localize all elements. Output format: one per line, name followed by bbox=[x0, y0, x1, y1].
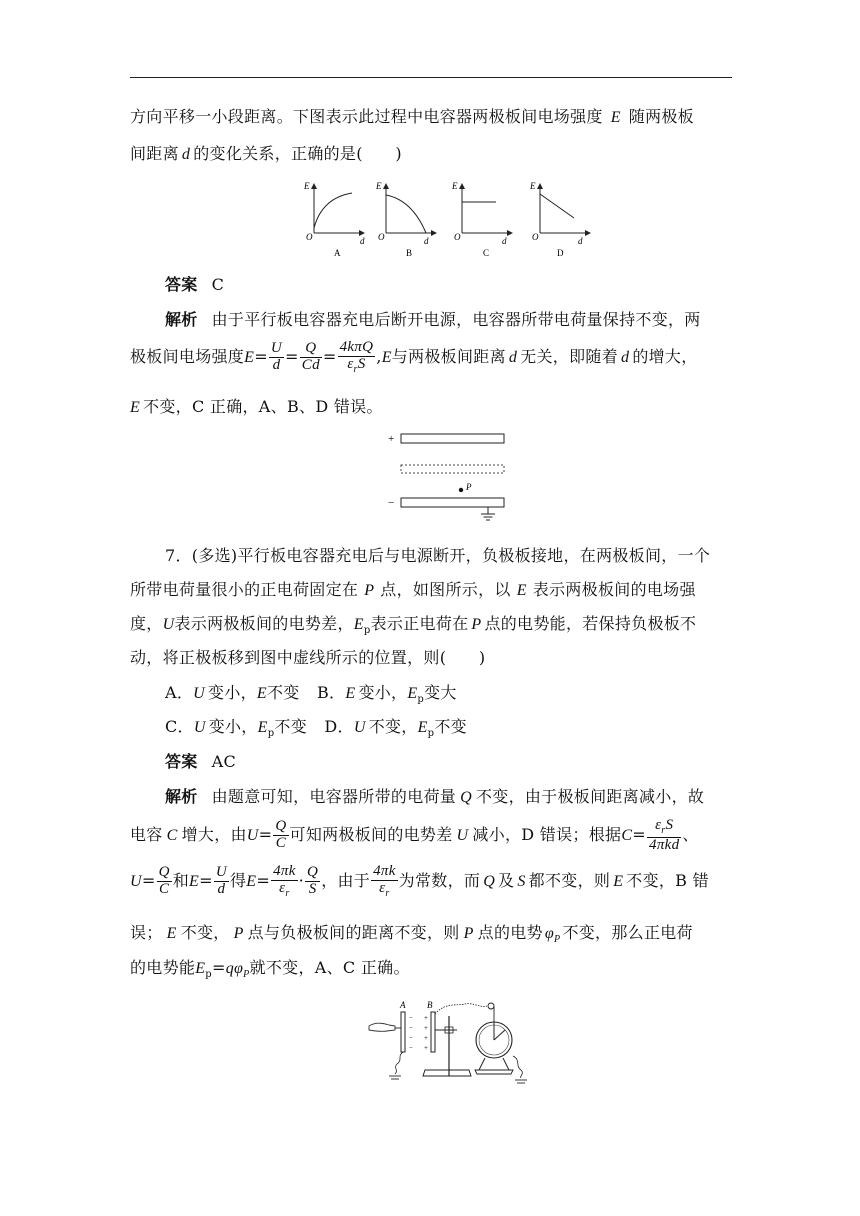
option-a: A．U 变小，E不变 bbox=[165, 683, 300, 702]
stand-base bbox=[423, 1070, 471, 1076]
svg-text:d: d bbox=[502, 236, 507, 246]
capacitor-figure bbox=[385, 428, 510, 524]
q7-analysis-line3: U= $\frac{Q}{C}$ 和E= $\frac{U}{d}$ 得E= $\frac{4\pi k}{\varepsilon_r}$ · $\frac{Q}{S}$ ，由于 $\frac{4\pi k}{\varepsilon_r}$ 为常数，而 Q 及 S 都不变，则 E 不变，B 错 bbox=[130, 863, 709, 899]
q7-analysis-line4: 误； E 不变， P 点与负极板间的距离不变，则 P 点的电势 $\varphi_P$ 不变，那么正电荷 bbox=[130, 923, 693, 946]
q7-text-line3: 度，U表示两极板间的电势差，$E_p$表示正电荷在 P 点的电势能，若保持负极板不 bbox=[130, 614, 697, 637]
svg-text:d: d bbox=[360, 236, 365, 246]
q7-analysis-line2: 电容 C 增大，由U= $\frac{Q}{C}$ 可知两极板间的电势差 U 减小，D 错误；根据C= $\frac{\varepsilon_rS}{\text{4πkd}}$ 、 bbox=[130, 817, 699, 853]
svg-text:E: E bbox=[452, 181, 458, 191]
electroscope-needle bbox=[494, 1030, 505, 1040]
svg-text:d: d bbox=[424, 236, 429, 246]
q6-analysis-line1: 解析 由于平行板电容器充电后断开电源，电容器所带电荷量保持不变，两 bbox=[165, 310, 701, 329]
q7-analysis-line1: 解析 由题意可知，电容器所带的电荷量 Q 不变，由于极板间距离减小，故 bbox=[165, 787, 705, 806]
q6-text-line1: 方向平移一小段距离。下图表示此过程中电容器两极板间电场强度 E 随两极板 bbox=[130, 107, 694, 126]
svg-text:−: − bbox=[409, 1024, 413, 1032]
q7-text-line1: 7．(多选)平行板电容器充电后与电源断开，负极板接地，在两极板间，一个 bbox=[165, 546, 711, 565]
q6-graphs-figure bbox=[300, 178, 600, 260]
option-d: D．U 不变，$E_p$不变 bbox=[324, 717, 467, 740]
q7-answer: 答案 AC bbox=[165, 752, 237, 771]
svg-text:−: − bbox=[409, 1034, 413, 1042]
svg-text:A: A bbox=[400, 1000, 406, 1010]
svg-text:d: d bbox=[578, 236, 583, 246]
svg-text:O: O bbox=[454, 232, 461, 242]
option-c: C．U 变小，$E_p$不变 bbox=[165, 717, 307, 740]
hand-icon bbox=[369, 1023, 395, 1031]
svg-text:+: + bbox=[424, 1044, 428, 1052]
svg-text:B: B bbox=[427, 1000, 433, 1010]
q6-analysis-line2: 极板间电场强度E= $\frac{U}{d}$ = $\frac{Q}{Cd}$ = $\frac{\text{4kπQ}}{\varepsilon_rS}$ ,E与两极板间距离 d 无关，即随着 d 的增大， bbox=[130, 339, 698, 375]
graph-c bbox=[451, 181, 512, 258]
positive-plate bbox=[401, 434, 504, 443]
q7-analysis-line5: 的电势能$E_p=q\varphi_P$就不变，A、C 正确。 bbox=[130, 958, 410, 981]
svg-text:E: E bbox=[304, 181, 310, 191]
q7-options-cd bbox=[165, 714, 467, 739]
electrometer-apparatus-figure bbox=[365, 996, 530, 1086]
q6-analysis-line3: E 不变，C 正确，A、B、D 错误。 bbox=[130, 397, 383, 416]
q7-options-ab bbox=[165, 680, 457, 705]
point-p bbox=[459, 488, 463, 492]
graph-a bbox=[303, 181, 365, 258]
graph-label-a: A bbox=[334, 248, 341, 258]
svg-text:E: E bbox=[376, 181, 382, 191]
graph-b bbox=[375, 181, 436, 258]
svg-text:+: + bbox=[424, 1014, 428, 1022]
plus-sign: + bbox=[388, 433, 395, 445]
minus-sign: − bbox=[388, 497, 395, 509]
svg-text:O: O bbox=[378, 232, 385, 242]
svg-text:−: − bbox=[409, 1014, 413, 1022]
q7-text-line4: 动，将正极板移到图中虚线所示的位置，则( ) bbox=[130, 648, 486, 667]
option-b: B．E 变小，$E_p$变大 bbox=[317, 683, 457, 706]
q6-answer: 答案 C bbox=[165, 275, 225, 294]
svg-text:E: E bbox=[530, 181, 536, 191]
graph-label-b: B bbox=[406, 248, 413, 258]
dashed-plate-position bbox=[401, 465, 504, 473]
svg-text:O: O bbox=[306, 232, 313, 242]
svg-text:P: P bbox=[466, 482, 472, 492]
svg-text:+: + bbox=[424, 1024, 428, 1032]
svg-text:+: + bbox=[424, 1034, 428, 1042]
graph-label-d: D bbox=[557, 248, 564, 258]
svg-text:−: − bbox=[409, 1044, 413, 1052]
plate-a bbox=[401, 1012, 405, 1052]
graph-label-c: C bbox=[483, 248, 490, 258]
svg-text:O: O bbox=[532, 232, 539, 242]
negative-plate bbox=[401, 498, 504, 507]
q7-text-line2: 所带电荷量很小的正电荷固定在 P 点，如图所示，以 E 表示两极板间的电场强 bbox=[130, 580, 696, 599]
graph-d bbox=[529, 181, 590, 258]
header-rule bbox=[130, 77, 732, 78]
q6-text-line2: 间距离 d 的变化关系，正确的是( ) bbox=[130, 144, 402, 163]
plate-b bbox=[431, 1012, 435, 1052]
